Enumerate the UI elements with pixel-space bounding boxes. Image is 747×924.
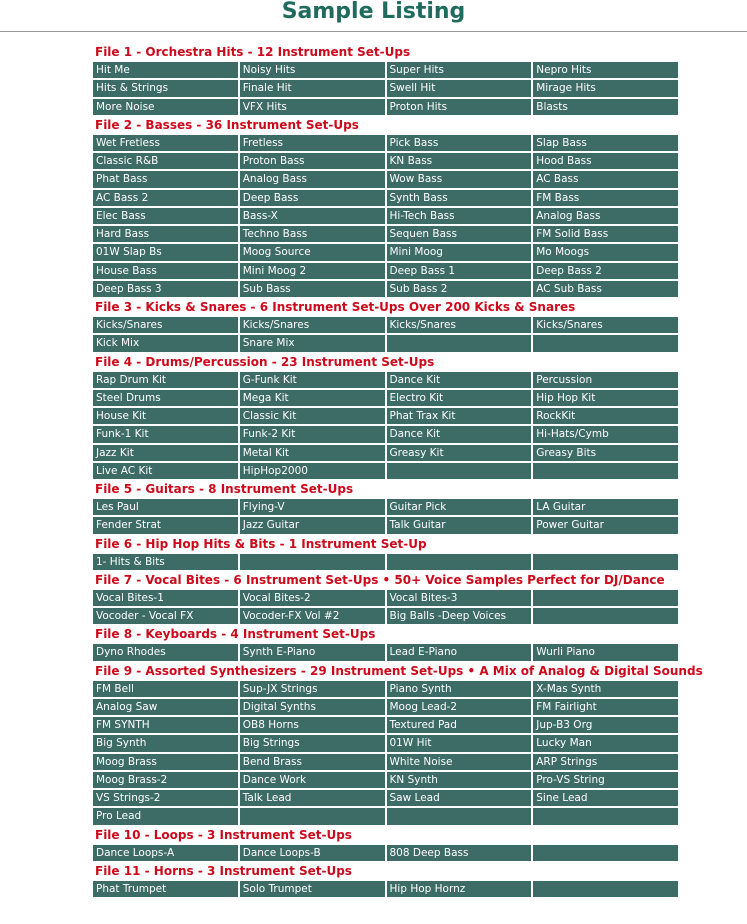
instrument-cell: Digital Synths: [239, 698, 386, 716]
instrument-cell: Dance Loops-B: [239, 844, 386, 862]
instrument-cell: Sequen Bass: [386, 225, 533, 243]
instrument-cell: Hip Hop Kit: [532, 389, 679, 407]
instrument-cell: Deep Bass 2: [532, 262, 679, 280]
file-section: [92, 298, 679, 353]
instrument-cell: Vocal Bites-2: [239, 589, 386, 607]
empty-cell: [239, 807, 386, 825]
instrument-cell: Dyno Rhodes: [92, 643, 239, 661]
instrument-cell: Big Balls -Deep Voices: [386, 607, 533, 625]
table-row: [92, 170, 679, 188]
instrument-cell: G-Funk Kit: [239, 371, 386, 389]
empty-cell: [386, 807, 533, 825]
table-row: [92, 98, 679, 116]
instrument-cell: Talk Guitar: [386, 516, 533, 534]
instrument-cell: Saw Lead: [386, 789, 533, 807]
instrument-cell: Mo Moogs: [532, 243, 679, 261]
instrument-cell: Sub Bass: [239, 280, 386, 298]
table-row: [92, 371, 679, 389]
table-row: [92, 643, 679, 661]
instrument-cell: Piano Synth: [386, 680, 533, 698]
instrument-cell: Slap Bass: [532, 134, 679, 152]
instrument-cell: OB8 Horns: [239, 716, 386, 734]
instrument-cell: Hi-Tech Bass: [386, 207, 533, 225]
instrument-cell: Rap Drum Kit: [92, 371, 239, 389]
instrument-cell: Vocoder - Vocal FX: [92, 607, 239, 625]
instrument-cell: Electro Kit: [386, 389, 533, 407]
instrument-cell: ARP Strings: [532, 753, 679, 771]
empty-cell: [532, 553, 679, 571]
instrument-cell: Hood Bass: [532, 152, 679, 170]
instrument-cell: KN Synth: [386, 771, 533, 789]
instrument-cell: Kick Mix: [92, 334, 239, 352]
table-row: [92, 753, 679, 771]
instrument-cell: Phat Bass: [92, 170, 239, 188]
instrument-cell: More Noise: [92, 98, 239, 116]
instrument-cell: Vocal Bites-3: [386, 589, 533, 607]
file-section: [92, 571, 679, 626]
instrument-cell: Moog Brass-2: [92, 771, 239, 789]
table-row: [92, 316, 679, 334]
instrument-cell: Bend Brass: [239, 753, 386, 771]
empty-cell: [239, 553, 386, 571]
instrument-cell: FM Bass: [532, 189, 679, 207]
table-row: [92, 589, 679, 607]
empty-cell: [532, 880, 679, 898]
instrument-cell: Super Hits: [386, 61, 533, 79]
section-heading: File 6 - Hip Hop Hits & Bits - 1 Instrument Set-Up: [95, 536, 427, 551]
section-heading: File 5 - Guitars - 8 Instrument Set-Ups: [95, 482, 354, 496]
file-section: [92, 535, 679, 571]
file-section: [92, 353, 679, 481]
instrument-cell: Mirage Hits: [532, 79, 679, 97]
instrument-cell: Synth Bass: [386, 189, 533, 207]
instrument-cell: 01W Slap Bs: [92, 243, 239, 261]
section-heading: File 8 - Keyboards - 4 Instrument Set-Ups: [95, 627, 376, 642]
section-heading: File 1 - Orchestra Hits - 12 Instrument Set-Ups: [95, 45, 411, 59]
instrument-cell: Elec Bass: [92, 207, 239, 225]
section-heading: File 4 - Drums/Percussion - 23 Instrument Set-Ups: [95, 354, 435, 369]
table-row: [92, 880, 679, 898]
instrument-cell: AC Sub Bass: [532, 280, 679, 298]
instrument-cell: Vocoder-FX Vol #2: [239, 607, 386, 625]
empty-cell: [386, 553, 533, 571]
instrument-cell: FM Fairlight: [532, 698, 679, 716]
instrument-cell: Flying-V: [239, 498, 386, 516]
instrument-cell: Fender Strat: [92, 516, 239, 534]
instrument-cell: Kicks/Snares: [239, 316, 386, 334]
instrument-cell: Phat Trumpet: [92, 880, 239, 898]
section-heading: File 10 - Loops - 3 Instrument Set-Ups: [95, 827, 352, 842]
instrument-cell: Deep Bass: [239, 189, 386, 207]
instrument-cell: Noisy Hits: [239, 61, 386, 79]
sample-listing: [92, 43, 703, 898]
instrument-cell: VFX Hits: [239, 98, 386, 116]
instrument-cell: Swell Hit: [386, 79, 533, 97]
instrument-cell: Pick Bass: [386, 134, 533, 152]
page-title: Sample Listing: [281, 0, 466, 24]
instrument-cell: Power Guitar: [532, 516, 679, 534]
instrument-cell: Greasy Bits: [532, 444, 679, 462]
empty-cell: [532, 807, 679, 825]
file-section: [92, 116, 679, 298]
instrument-cell: Solo Trumpet: [239, 880, 386, 898]
instrument-cell: Les Paul: [92, 498, 239, 516]
instrument-cell: Hits & Strings: [92, 79, 239, 97]
instrument-cell: Classic Kit: [239, 407, 386, 425]
instrument-cell: Big Strings: [239, 734, 386, 752]
table-row: [92, 734, 679, 752]
table-row: [92, 462, 679, 480]
instrument-cell: Nepro Hits: [532, 61, 679, 79]
instrument-cell: 01W Hit: [386, 734, 533, 752]
instrument-cell: Deep Bass 1: [386, 262, 533, 280]
instrument-cell: Analog Bass: [239, 170, 386, 188]
title-divider: [0, 31, 747, 32]
instrument-cell: Dance Kit: [386, 425, 533, 443]
table-row: [92, 516, 679, 534]
instrument-cell: Talk Lead: [239, 789, 386, 807]
instrument-cell: FM SYNTH: [92, 716, 239, 734]
table-row: [92, 262, 679, 280]
instrument-cell: Snare Mix: [239, 334, 386, 352]
instrument-cell: House Kit: [92, 407, 239, 425]
empty-cell: [532, 607, 679, 625]
table-row: [92, 807, 679, 825]
instrument-cell: Jazz Guitar: [239, 516, 386, 534]
table-row: [92, 389, 679, 407]
instrument-cell: House Bass: [92, 262, 239, 280]
instrument-cell: Metal Kit: [239, 444, 386, 462]
empty-cell: [532, 462, 679, 480]
instrument-cell: FM Solid Bass: [532, 225, 679, 243]
instrument-cell: Hi-Hats/Cymb: [532, 425, 679, 443]
instrument-cell: Steel Drums: [92, 389, 239, 407]
table-row: [92, 134, 679, 152]
instrument-cell: RockKit: [532, 407, 679, 425]
instrument-cell: Jup-B3 Org: [532, 716, 679, 734]
instrument-cell: Mini Moog 2: [239, 262, 386, 280]
instrument-cell: 808 Deep Bass: [386, 844, 533, 862]
table-row: [92, 61, 679, 79]
instrument-cell: Greasy Kit: [386, 444, 533, 462]
empty-cell: [532, 334, 679, 352]
table-row: [92, 771, 679, 789]
instrument-cell: Bass-X: [239, 207, 386, 225]
instrument-cell: VS Strings-2: [92, 789, 239, 807]
table-row: [92, 844, 679, 862]
instrument-cell: Sine Lead: [532, 789, 679, 807]
instrument-cell: Big Synth: [92, 734, 239, 752]
instrument-cell: Moog Brass: [92, 753, 239, 771]
instrument-cell: Hip Hop Hornz: [386, 880, 533, 898]
table-row: [92, 152, 679, 170]
instrument-cell: Kicks/Snares: [92, 316, 239, 334]
instrument-cell: Blasts: [532, 98, 679, 116]
instrument-cell: Wow Bass: [386, 170, 533, 188]
instrument-cell: Analog Saw: [92, 698, 239, 716]
instrument-cell: Hit Me: [92, 61, 239, 79]
empty-cell: [532, 589, 679, 607]
instrument-cell: Mini Moog: [386, 243, 533, 261]
table-row: [92, 425, 679, 443]
table-row: [92, 189, 679, 207]
instrument-cell: AC Bass: [532, 170, 679, 188]
file-section: [92, 480, 679, 535]
instrument-cell: Pro-VS String: [532, 771, 679, 789]
section-heading: File 7 - Vocal Bites - 6 Instrument Set-Ups • 50+ Voice Samples Perfect for DJ/Dance: [95, 572, 665, 587]
instrument-cell: Hard Bass: [92, 225, 239, 243]
instrument-cell: Techno Bass: [239, 225, 386, 243]
instrument-cell: Mega Kit: [239, 389, 386, 407]
instrument-cell: Jazz Kit: [92, 444, 239, 462]
instrument-cell: 1- Hits & Bits: [92, 553, 239, 571]
instrument-cell: LA Guitar: [532, 498, 679, 516]
table-row: [92, 407, 679, 425]
instrument-cell: Sub Bass 2: [386, 280, 533, 298]
instrument-cell: Sup-JX Strings: [239, 680, 386, 698]
table-row: [92, 498, 679, 516]
instrument-cell: Textured Pad: [386, 716, 533, 734]
instrument-cell: Dance Kit: [386, 371, 533, 389]
instrument-cell: Phat Trax Kit: [386, 407, 533, 425]
instrument-cell: Analog Bass: [532, 207, 679, 225]
table-row: [92, 207, 679, 225]
table-row: [92, 280, 679, 298]
file-section: [92, 43, 679, 116]
table-row: [92, 79, 679, 97]
instrument-cell: Vocal Bites-1: [92, 589, 239, 607]
table-row: [92, 607, 679, 625]
instrument-cell: Deep Bass 3: [92, 280, 239, 298]
instrument-cell: Moog Source: [239, 243, 386, 261]
instrument-cell: FM Bell: [92, 680, 239, 698]
instrument-cell: Wet Fretless: [92, 134, 239, 152]
file-section: [92, 862, 679, 898]
section-heading: File 3 - Kicks & Snares - 6 Instrument Set-Ups Over 200 Kicks & Snares: [95, 300, 576, 314]
instrument-cell: Synth E-Piano: [239, 643, 386, 661]
instrument-cell: White Noise: [386, 753, 533, 771]
instrument-cell: Live AC Kit: [92, 462, 239, 480]
section-heading: File 11 - Horns - 3 Instrument Set-Ups: [95, 863, 352, 878]
instrument-cell: Percussion: [532, 371, 679, 389]
instrument-cell: AC Bass 2: [92, 189, 239, 207]
table-row: [92, 225, 679, 243]
table-row: [92, 553, 679, 571]
instrument-cell: Classic R&B: [92, 152, 239, 170]
table-row: [92, 716, 679, 734]
instrument-cell: Pro Lead: [92, 807, 239, 825]
empty-cell: [386, 462, 533, 480]
instrument-cell: HipHop2000: [239, 462, 386, 480]
table-row: [92, 680, 679, 698]
instrument-cell: Kicks/Snares: [532, 316, 679, 334]
instrument-cell: X-Mas Synth: [532, 680, 679, 698]
section-heading: File 9 - Assorted Synthesizers - 29 Instrument Set-Ups • A Mix of Analog & Digital Sounds: [95, 663, 703, 678]
instrument-cell: Kicks/Snares: [386, 316, 533, 334]
instrument-cell: Funk-2 Kit: [239, 425, 386, 443]
instrument-cell: Wurli Piano: [532, 643, 679, 661]
instrument-cell: Moog Lead-2: [386, 698, 533, 716]
instrument-cell: Guitar Pick: [386, 498, 533, 516]
table-row: [92, 334, 679, 352]
empty-cell: [386, 334, 533, 352]
table-row: [92, 243, 679, 261]
file-section: [92, 662, 703, 826]
instrument-cell: Proton Hits: [386, 98, 533, 116]
instrument-cell: Proton Bass: [239, 152, 386, 170]
file-section: [92, 625, 679, 661]
instrument-cell: Dance Loops-A: [92, 844, 239, 862]
instrument-cell: Funk-1 Kit: [92, 425, 239, 443]
file-section: [92, 826, 679, 862]
section-heading: File 2 - Basses - 36 Instrument Set-Ups: [95, 117, 359, 132]
instrument-cell: KN Bass: [386, 152, 533, 170]
table-row: [92, 698, 679, 716]
table-row: [92, 789, 679, 807]
instrument-cell: Dance Work: [239, 771, 386, 789]
empty-cell: [532, 844, 679, 862]
instrument-cell: Lead E-Piano: [386, 643, 533, 661]
instrument-cell: Fretless: [239, 134, 386, 152]
instrument-cell: Finale Hit: [239, 79, 386, 97]
table-row: [92, 444, 679, 462]
instrument-cell: Lucky Man: [532, 734, 679, 752]
